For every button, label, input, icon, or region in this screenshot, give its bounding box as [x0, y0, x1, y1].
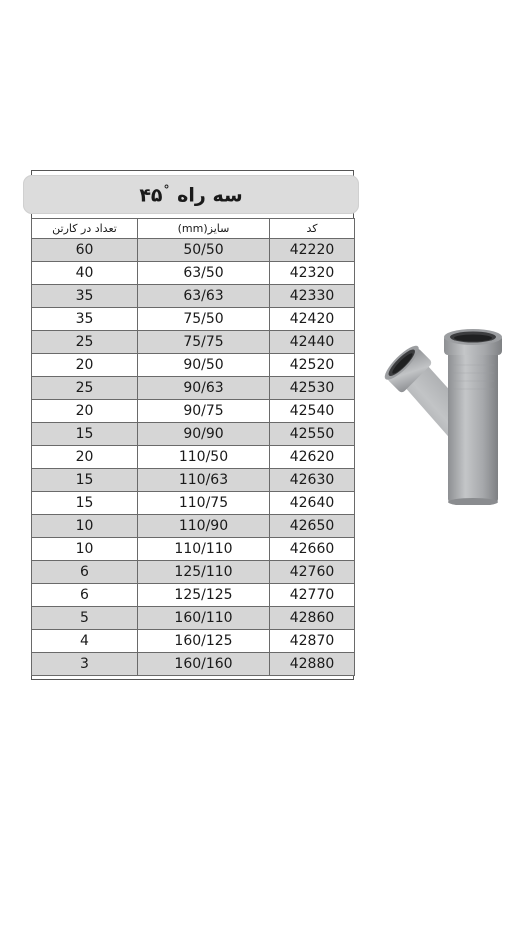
cell-size: 160/160 [138, 653, 270, 676]
cell-code: 42760 [270, 561, 355, 584]
cell-quantity: 10 [32, 538, 138, 561]
cell-code: 42220 [270, 239, 355, 262]
table-row [32, 262, 355, 285]
cell-quantity: 40 [32, 262, 138, 285]
title-label: سه راه [177, 184, 243, 207]
pipe-y-fitting-45-icon [382, 325, 522, 505]
cell-code: 42640 [270, 492, 355, 515]
cell-size: 90/90 [138, 423, 270, 446]
table-row [32, 538, 355, 561]
cell-code: 42320 [270, 262, 355, 285]
table-row [32, 584, 355, 607]
cell-code: 42860 [270, 607, 355, 630]
cell-size: 160/110 [138, 607, 270, 630]
table-row [32, 561, 355, 584]
cell-quantity: 20 [32, 400, 138, 423]
cell-size: 90/63 [138, 377, 270, 400]
table-row [32, 515, 355, 538]
table-row [32, 354, 355, 377]
cell-code: 42870 [270, 630, 355, 653]
cell-quantity: 6 [32, 561, 138, 584]
cell-size: 110/110 [138, 538, 270, 561]
cell-code: 42770 [270, 584, 355, 607]
cell-quantity: 15 [32, 469, 138, 492]
cell-quantity: 20 [32, 446, 138, 469]
cell-size: 63/63 [138, 285, 270, 308]
cell-quantity: 15 [32, 492, 138, 515]
cell-code: 42530 [270, 377, 355, 400]
cell-code: 42420 [270, 308, 355, 331]
degree-value: ۴۵ [139, 184, 163, 207]
cell-quantity: 15 [32, 423, 138, 446]
cell-quantity: 4 [32, 630, 138, 653]
cell-code: 42440 [270, 331, 355, 354]
cell-size: 110/50 [138, 446, 270, 469]
cell-quantity: 60 [32, 239, 138, 262]
table-row [32, 285, 355, 308]
cell-code: 42540 [270, 400, 355, 423]
title-bar [23, 175, 359, 214]
cell-size: 75/75 [138, 331, 270, 354]
cell-quantity: 25 [32, 331, 138, 354]
table-row [32, 423, 355, 446]
cell-quantity: 25 [32, 377, 138, 400]
cell-size: 125/110 [138, 561, 270, 584]
table-row [32, 377, 355, 400]
cell-size: 75/50 [138, 308, 270, 331]
cell-code: 42520 [270, 354, 355, 377]
product-table [31, 218, 355, 676]
cell-size: 50/50 [138, 239, 270, 262]
cell-quantity: 20 [32, 354, 138, 377]
cell-code: 42330 [270, 285, 355, 308]
cell-code: 42620 [270, 446, 355, 469]
cell-quantity: 3 [32, 653, 138, 676]
table-row [32, 239, 355, 262]
table-header-row [32, 219, 355, 239]
cell-code: 42660 [270, 538, 355, 561]
cell-size: 110/75 [138, 492, 270, 515]
cell-quantity: 10 [32, 515, 138, 538]
cell-quantity: 35 [32, 308, 138, 331]
cell-code: 42650 [270, 515, 355, 538]
cell-quantity: 35 [32, 285, 138, 308]
table-row [32, 653, 355, 676]
table-row [32, 400, 355, 423]
header-code: کد [270, 219, 355, 239]
table-body [32, 239, 355, 676]
table-row [32, 607, 355, 630]
cell-size: 160/125 [138, 630, 270, 653]
table-row [32, 492, 355, 515]
cell-size: 63/50 [138, 262, 270, 285]
cell-code: 42630 [270, 469, 355, 492]
cell-code: 42880 [270, 653, 355, 676]
cell-code: 42550 [270, 423, 355, 446]
table-row [32, 446, 355, 469]
table-row [32, 469, 355, 492]
cell-size: 90/75 [138, 400, 270, 423]
cell-quantity: 6 [32, 584, 138, 607]
table-row [32, 308, 355, 331]
cell-size: 110/63 [138, 469, 270, 492]
page-title [139, 183, 242, 206]
degree-sign: ° [163, 182, 170, 197]
cell-size: 125/125 [138, 584, 270, 607]
table-row [32, 331, 355, 354]
table-row [32, 630, 355, 653]
header-size: سایز(mm) [138, 219, 270, 239]
cell-size: 110/90 [138, 515, 270, 538]
cell-quantity: 5 [32, 607, 138, 630]
header-quantity: تعداد در کارتن [32, 219, 138, 239]
cell-size: 90/50 [138, 354, 270, 377]
